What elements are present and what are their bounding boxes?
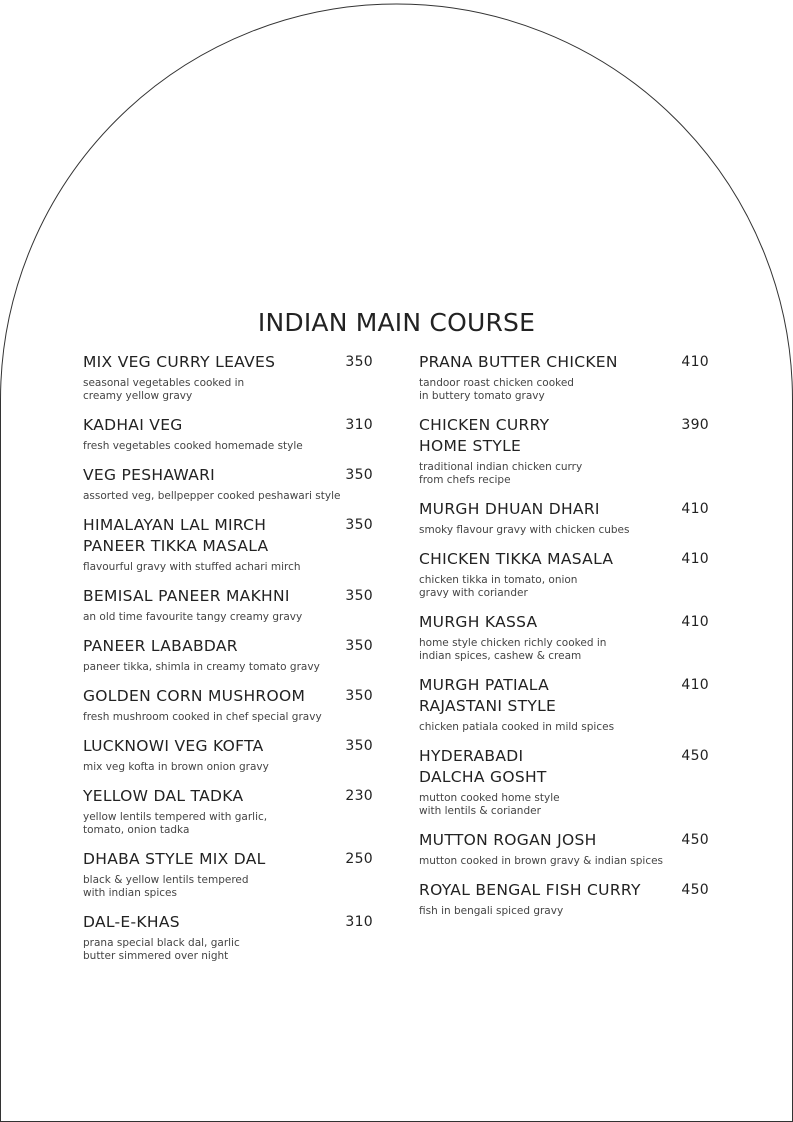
- menu-item-header: [83, 586, 373, 607]
- menu-item-header: [83, 515, 373, 557]
- menu-item-price: 350: [345, 517, 373, 533]
- menu-item-description: assorted veg, bellpepper cooked peshawari style: [83, 490, 341, 502]
- menu-item-price: 390: [681, 417, 709, 433]
- menu-item: [83, 636, 373, 674]
- menu-item-name: MUTTON ROGAN JOSH: [419, 831, 597, 849]
- menu-item: [83, 686, 373, 724]
- menu-item-price: 250: [345, 851, 373, 867]
- menu-item-name: GOLDEN CORN MUSHROOM: [83, 687, 306, 705]
- menu-item-price: 350: [345, 738, 373, 754]
- menu-item-name: MURGH DHUAN DHARI: [419, 500, 600, 518]
- menu-item-description: seasonal vegetables cooked in creamy yellow gravy: [83, 377, 245, 402]
- menu-item-name: DHABA STYLE MIX DAL: [83, 850, 266, 868]
- menu-item-name: MURGH PATIALA RAJASTANI STYLE: [419, 676, 557, 715]
- menu-item-header: [419, 612, 709, 633]
- menu-item: [83, 415, 373, 453]
- menu-item-description: black & yellow lentils tempered with indian spices: [83, 874, 249, 899]
- menu-item-description: mix veg kofta in brown onion gravy: [83, 761, 269, 773]
- menu-item: [83, 352, 373, 403]
- menu-item-header: [419, 549, 709, 570]
- right-menu-column: [419, 352, 709, 930]
- menu-item-price: 350: [345, 688, 373, 704]
- menu-item-price: 450: [681, 748, 709, 764]
- menu-item-header: [83, 736, 373, 757]
- menu-item: [83, 515, 373, 574]
- menu-item-header: [419, 499, 709, 520]
- menu-item-description: home style chicken richly cooked in indian spices, cashew & cream: [419, 637, 607, 662]
- menu-item-price: 410: [681, 501, 709, 517]
- menu-item-description: chicken tikka in tomato, onion gravy with coriander: [419, 574, 578, 599]
- menu-item: [419, 746, 709, 818]
- menu-item-name: KADHAI VEG: [83, 416, 183, 434]
- menu-item: [419, 549, 709, 600]
- menu-item-header: [83, 786, 373, 807]
- menu-item: [83, 849, 373, 900]
- menu-item-price: 350: [345, 588, 373, 604]
- menu-item-header: [419, 746, 709, 788]
- menu-item: [83, 786, 373, 837]
- menu-item-name: PANEER LABABDAR: [83, 637, 238, 655]
- menu-item-header: [83, 849, 373, 870]
- menu-item-name: MIX VEG CURRY LEAVES: [83, 353, 276, 371]
- menu-item-price: 410: [681, 677, 709, 693]
- menu-item-header: [83, 912, 373, 933]
- menu-item-price: 350: [345, 638, 373, 654]
- menu-item-price: 350: [345, 467, 373, 483]
- menu-item-description: yellow lentils tempered with garlic, tomato, onion tadka: [83, 811, 268, 836]
- menu-item-name: HIMALAYAN LAL MIRCH PANEER TIKKA MASALA: [83, 516, 269, 555]
- menu-item: [83, 586, 373, 624]
- menu-item-description: paneer tikka, shimla in creamy tomato gravy: [83, 661, 320, 673]
- menu-item-description: fresh vegetables cooked homemade style: [83, 440, 303, 452]
- left-menu-column: [83, 352, 373, 975]
- menu-item: [419, 415, 709, 487]
- menu-item-description: flavourful gravy with stuffed achari mirch: [83, 561, 301, 573]
- menu-item: [419, 612, 709, 663]
- menu-item: [83, 465, 373, 503]
- menu-item-description: mutton cooked in brown gravy & indian spices: [419, 855, 664, 867]
- menu-item-description: mutton cooked home style with lentils & coriander: [419, 792, 560, 817]
- menu-item-description: traditional indian chicken curry from chefs recipe: [419, 461, 583, 486]
- menu-item-header: [83, 686, 373, 707]
- menu-item-description: fish in bengali spiced gravy: [419, 905, 564, 917]
- menu-item-price: 410: [681, 354, 709, 370]
- menu-item-description: smoky flavour gravy with chicken cubes: [419, 524, 630, 536]
- menu-item-name: ROYAL BENGAL FISH CURRY: [419, 881, 641, 899]
- menu-item-header: [83, 352, 373, 373]
- menu-item-header: [83, 636, 373, 657]
- menu-item-name: VEG PESHAWARI: [83, 466, 216, 484]
- menu-item: [419, 499, 709, 537]
- menu-item-price: 230: [345, 788, 373, 804]
- menu-item-name: PRANA BUTTER CHICKEN: [419, 353, 618, 371]
- menu-item-header: [83, 415, 373, 436]
- menu-item-header: [419, 352, 709, 373]
- menu-item-description: tandoor roast chicken cooked in buttery tomato gravy: [419, 377, 574, 402]
- menu-item: [83, 736, 373, 774]
- menu-item-description: prana special black dal, garlic butter simmered over night: [83, 937, 240, 962]
- menu-item-name: CHICKEN TIKKA MASALA: [419, 550, 614, 568]
- menu-item-description: chicken patiala cooked in mild spices: [419, 721, 615, 733]
- menu-item-name: CHICKEN CURRY HOME STYLE: [419, 416, 550, 455]
- menu-item-header: [419, 675, 709, 717]
- menu-item: [419, 352, 709, 403]
- menu-item-price: 450: [681, 882, 709, 898]
- page-title: INDIAN MAIN COURSE: [257, 308, 536, 337]
- menu-item: [419, 880, 709, 918]
- menu-item-header: [419, 415, 709, 457]
- menu-item-header: [419, 830, 709, 851]
- menu-item-price: 310: [345, 417, 373, 433]
- menu-item-price: 410: [681, 551, 709, 567]
- menu-item-price: 310: [345, 914, 373, 930]
- menu-item-name: HYDERABADI DALCHA GOSHT: [419, 747, 547, 786]
- menu-item-price: 410: [681, 614, 709, 630]
- menu-item-name: LUCKNOWI VEG KOFTA: [83, 737, 264, 755]
- menu-item: [419, 830, 709, 868]
- menu-item-price: 450: [681, 832, 709, 848]
- menu-item-header: [83, 465, 373, 486]
- menu-item: [83, 912, 373, 963]
- menu-item-description: an old time favourite tangy creamy gravy: [83, 611, 303, 623]
- menu-item-description: fresh mushroom cooked in chef special gravy: [83, 711, 322, 723]
- menu-item-name: MURGH KASSA: [419, 613, 538, 631]
- menu-item-name: YELLOW DAL TADKA: [83, 787, 244, 805]
- menu-item: [419, 675, 709, 734]
- menu-item-header: [419, 880, 709, 901]
- menu-item-name: BEMISAL PANEER MAKHNI: [83, 587, 290, 605]
- menu-item-name: DAL-E-KHAS: [83, 913, 180, 931]
- menu-item-price: 350: [345, 354, 373, 370]
